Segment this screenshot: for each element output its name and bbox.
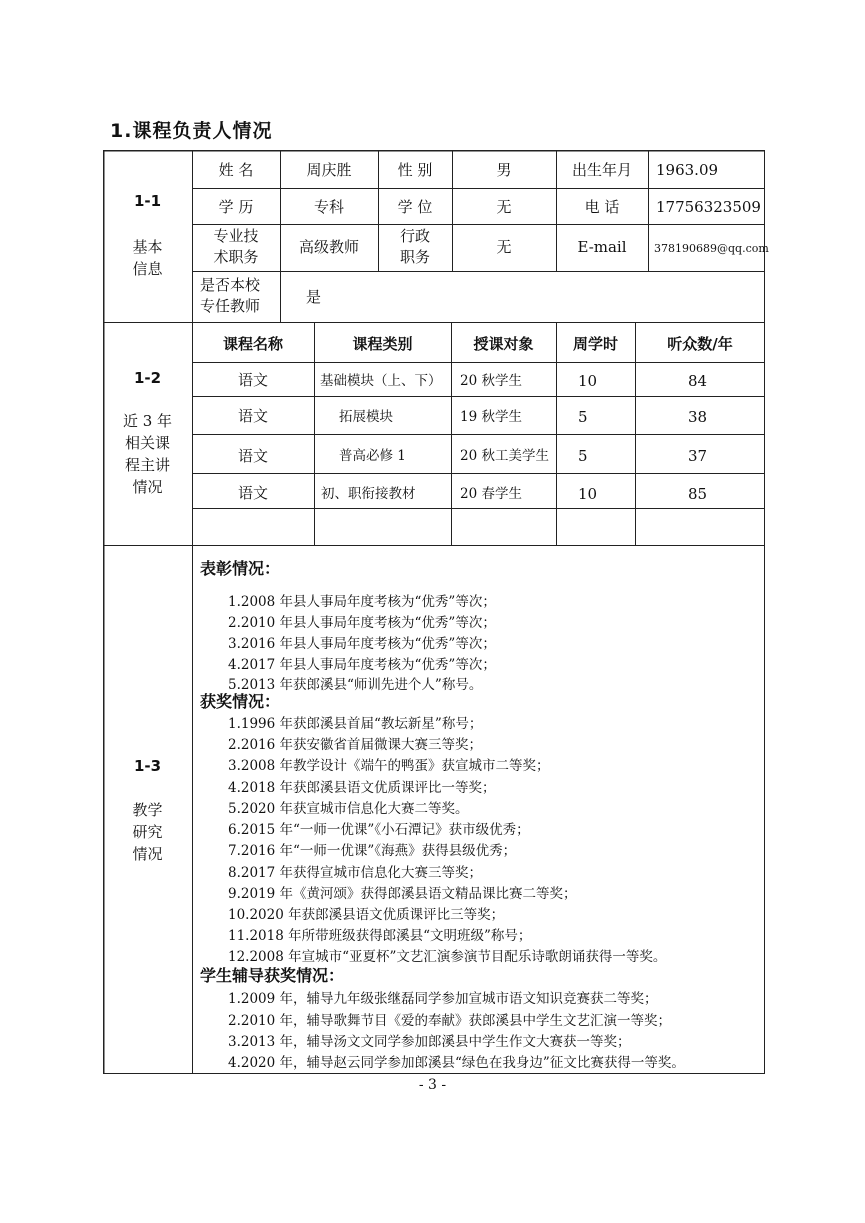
section-courses-label-3: 程主讲: [124, 456, 170, 474]
section-basic-label-1: 基本: [132, 238, 163, 256]
award-item-9: 9.2019 年《黄河颂》获得郎溪县语文精品课比赛二等奖；: [228, 886, 577, 902]
commend-item-4: 4.2017 年县人事局年度考核为“优秀”等次；: [228, 657, 496, 673]
award-item-6: 6.2015 年“一师一优课”《小石潭记》获市级优秀；: [228, 822, 530, 838]
fulltime-label-1: 是否本校: [200, 276, 261, 294]
course-header-audience: 授课对象: [473, 335, 534, 353]
title-label-2: 术职务: [213, 248, 259, 266]
course-row-4-name: 语文: [237, 484, 268, 502]
student-award-item-3: 3.2013 年，辅导汤文文同学参加郎溪县中学生作文大赛获一等奖；: [228, 1034, 631, 1050]
course-row-2-listeners: 38: [688, 408, 708, 426]
degree-value: 无: [496, 198, 512, 216]
award-item-1: 1.1996 年获郎溪县首届“教坛新星”称号；: [228, 716, 483, 732]
gender-value: 男: [496, 161, 512, 179]
section-research-label-2: 研究: [132, 823, 163, 841]
name-label: 姓 名: [218, 161, 254, 179]
section-heading: 1.课程负责人情况: [110, 120, 273, 142]
commend-title: 表彰情况：: [200, 559, 281, 578]
course-row-3-hours: 5: [578, 447, 588, 465]
course-row-3-category: 普高必修 1: [339, 448, 406, 464]
course-header-hours: 周学时: [572, 335, 618, 353]
section-courses-label-4: 情况: [132, 478, 163, 496]
course-row-1-category: 基础模块（上、下）: [320, 373, 442, 389]
award-item-12: 12.2008 年宣城市“亚夏杯”文艺汇演参演节目配乐诗歌朗诵获得一等奖。: [228, 949, 667, 965]
course-row-2-audience: 19 秋学生: [460, 409, 522, 425]
education-value: 专科: [313, 198, 344, 216]
course-row-3-name: 语文: [237, 447, 268, 465]
course-row-4-audience: 20 春学生: [460, 486, 522, 502]
title-label-1: 专业技: [213, 227, 259, 245]
commend-item-5: 5.2013 年获郎溪县“师训先进个人”称号。: [228, 677, 483, 693]
award-item-5: 5.2020 年获宣城市信息化大赛二等奖。: [228, 801, 469, 817]
course-header-name: 课程名称: [222, 335, 283, 353]
degree-label: 学 位: [397, 198, 433, 216]
course-row-1-listeners: 84: [688, 372, 708, 390]
course-header-category: 课程类别: [352, 335, 413, 353]
course-header-listeners: 听众数/年: [667, 335, 733, 353]
birth-label: 出生年月: [571, 161, 632, 179]
section-basic-code: 1-1: [133, 192, 162, 210]
course-row-3-listeners: 37: [688, 447, 708, 465]
gender-label: 性 别: [397, 161, 433, 179]
email-label: E-mail: [577, 238, 627, 256]
course-row-4-hours: 10: [578, 485, 598, 503]
page-number: - 3 -: [418, 1077, 447, 1093]
admin-label-1: 行政: [399, 227, 430, 245]
course-row-1-hours: 10: [578, 372, 598, 390]
student-award-item-2: 2.2010 年，辅导歌舞节目《爱的奉献》获郎溪县中学生文艺汇演一等奖；: [228, 1013, 672, 1029]
award-item-2: 2.2016 年获安徽省首届微课大赛三等奖；: [228, 737, 483, 753]
education-label: 学 历: [218, 198, 254, 216]
commend-item-1: 1.2008 年县人事局年度考核为“优秀”等次；: [228, 594, 496, 610]
course-row-2-name: 语文: [237, 407, 268, 425]
student-award-item-1: 1.2009 年，辅导九年级张继磊同学参加宣城市语文知识竞赛获二等奖；: [228, 991, 658, 1007]
course-row-1-name: 语文: [237, 371, 268, 389]
course-row-1-audience: 20 秋学生: [460, 373, 522, 389]
section-research-label-1: 教学: [132, 801, 163, 819]
section-basic-label-2: 信息: [132, 260, 163, 278]
award-item-8: 8.2017 年获得宣城市信息化大赛三等奖；: [228, 865, 483, 881]
section-research-code: 1-3: [133, 757, 162, 775]
info-table: [103, 150, 769, 1074]
fulltime-value: 是: [306, 288, 322, 306]
admin-value: 无: [496, 238, 512, 256]
course-row-3-audience: 20 秋工美学生: [460, 448, 549, 464]
section-research-label-3: 情况: [132, 845, 163, 863]
award-item-4: 4.2018 年获郎溪县语文优质课评比一等奖；: [228, 780, 496, 796]
name-value: 周庆胜: [306, 161, 352, 179]
course-row-4-category: 初、职衔接教材: [321, 486, 416, 502]
course-row-4-listeners: 85: [688, 485, 708, 503]
section-courses-label-2: 相关课: [124, 434, 170, 452]
birth-value: 1963.09: [656, 161, 719, 179]
course-row-2-hours: 5: [578, 408, 588, 426]
award-item-11: 11.2018 年所带班级获得郎溪县“文明班级”称号；: [228, 928, 532, 944]
course-row-2-category: 拓展模块: [339, 409, 393, 425]
award-title: 获奖情况：: [200, 692, 281, 711]
phone-label: 电 话: [584, 198, 620, 216]
section-courses-label-1: 近 3 年: [122, 412, 173, 430]
award-item-7: 7.2016 年“一师一优课”《海燕》获得县级优秀；: [228, 843, 517, 859]
phone-value: 17756323509: [656, 198, 761, 216]
award-item-10: 10.2020 年获郎溪县语文优质课评比三等奖；: [228, 907, 505, 923]
admin-label-2: 职务: [399, 248, 430, 266]
student-award-item-4: 4.2020 年，辅导赵云同学参加郎溪县“绿色在我身边”征文比赛获得一等奖。: [228, 1055, 685, 1071]
fulltime-label-2: 专任教师: [200, 297, 261, 315]
section-courses-code: 1-2: [133, 369, 162, 387]
email-value: 378190689@qq.com: [654, 242, 769, 255]
commend-item-2: 2.2010 年县人事局年度考核为“优秀”等次；: [228, 615, 496, 631]
award-item-3: 3.2008 年教学设计《端午的鸭蛋》获宣城市二等奖；: [228, 758, 550, 774]
commend-item-3: 3.2016 年县人事局年度考核为“优秀”等次；: [228, 636, 496, 652]
student-award-title: 学生辅导获奖情况：: [200, 966, 345, 985]
title-value: 高级教师: [298, 238, 359, 256]
